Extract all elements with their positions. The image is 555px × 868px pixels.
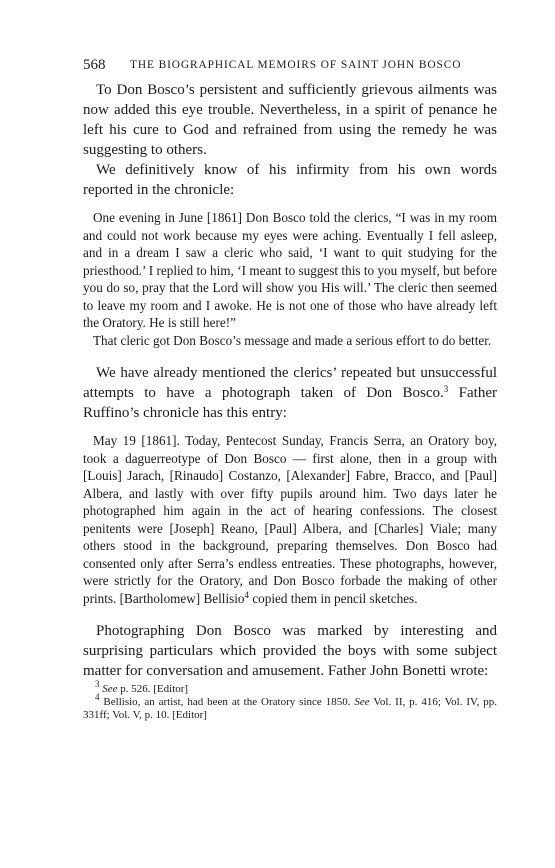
footnote-3	[83, 679, 497, 696]
page-header	[83, 57, 503, 77]
footnote-4-see: See	[354, 696, 370, 708]
footnote-4	[83, 692, 498, 722]
paragraph-photograph-attempts	[83, 363, 497, 423]
footnote-ref-3: 3	[443, 384, 449, 394]
quote-dream: One evening in June [1861] Don Bosco told the clerics, “I was in my room and could not work because my eyes were aching. Eventually I fell asleep, and in a dream I saw a cleric who said, ‘I want to quit studying for the priesthood.’ I replied to him, ‘I meant to suggest this to you myself, but before you do so, pray that the Lord will show you His will.’ The cleric then seemed to leave my room and I awoke. He is not one of those who have already left the Oratory. He is still here!”	[83, 210, 497, 330]
footnote-3-text: p. 526. [Editor]	[117, 683, 189, 695]
paragraph-eye-trouble: To Don Bosco’s persistent and sufficiently grievous ailments was now added this eye trouble. Nevertheless, in a spirit of penance he left his cure to God and refrained from using the remedy he was suggesting to others.	[83, 82, 497, 158]
page-number: 568	[83, 57, 106, 73]
quote-daguerreotype-text-end: copied them in pencil sketches.	[249, 590, 418, 606]
footnote-4-text-end: Vol. II, p. 416; Vol. IV, pp. 331ff; Vol. V, p. 10. [Editor]	[83, 696, 498, 721]
quote-cleric-result: That cleric got Don Bosco’s message and made a serious effort to do better.	[93, 332, 492, 348]
page-body	[83, 80, 497, 722]
paragraph-bonetti-intro: Photographing Don Bosco was marked by interesting and surprising particulars which provided the boys with some subject matter for conversation and amusement. Father John Bonetti wrote:	[83, 623, 497, 679]
quote-daguerreotype-text: May 19 [1861]. Today, Pentecost Sunday, Francis Serra, an Oratory boy, took a daguerreotype of Don Bosco — first alone, then in a group with [Louis] Jarach, [Rinaudo] Costanzo, [Alexander] Fabre, Bracco, and [Paul] Albera, and lastly with over fifty pupils around him. Two days later he photographed him again in the act of hearing confessions. The closest penitents were [Joseph] Reano, [Paul] Albera, and [Charles] Viale; many others stood in the background, preparing themselves. Don Bosco had consented only after Serra’s endless entreaties. These photographs, however, were strictly for the Oratory, and Don Bosco forbade the making of other prints. [Bartholomew] Bellisio	[83, 433, 497, 606]
footnote-4-marker: 4	[95, 692, 100, 702]
paragraph-photograph-text-end: Father Ruffino’s chronicle has this entry:	[83, 385, 497, 421]
footnote-3-see: See	[102, 683, 118, 695]
running-title: THE BIOGRAPHICAL MEMOIRS OF SAINT JOHN BOSCO	[130, 59, 462, 71]
footnote-4-text: Bellisio, an artist, had been at the Oratory since 1850.	[99, 696, 355, 708]
footnotes	[83, 679, 498, 722]
quote-daguerreotype	[83, 432, 497, 607]
footnote-3-marker: 3	[95, 679, 100, 689]
paragraph-photograph-text: We have already mentioned the clerics’ repeated but unsuccessful attempts to have a photograph taken of Don Bosco.	[83, 365, 497, 401]
footnote-ref-4: 4	[244, 589, 250, 600]
paragraph-chronicle-intro: We definitively know of his infirmity from his own words reported in the chronicle:	[83, 162, 497, 198]
